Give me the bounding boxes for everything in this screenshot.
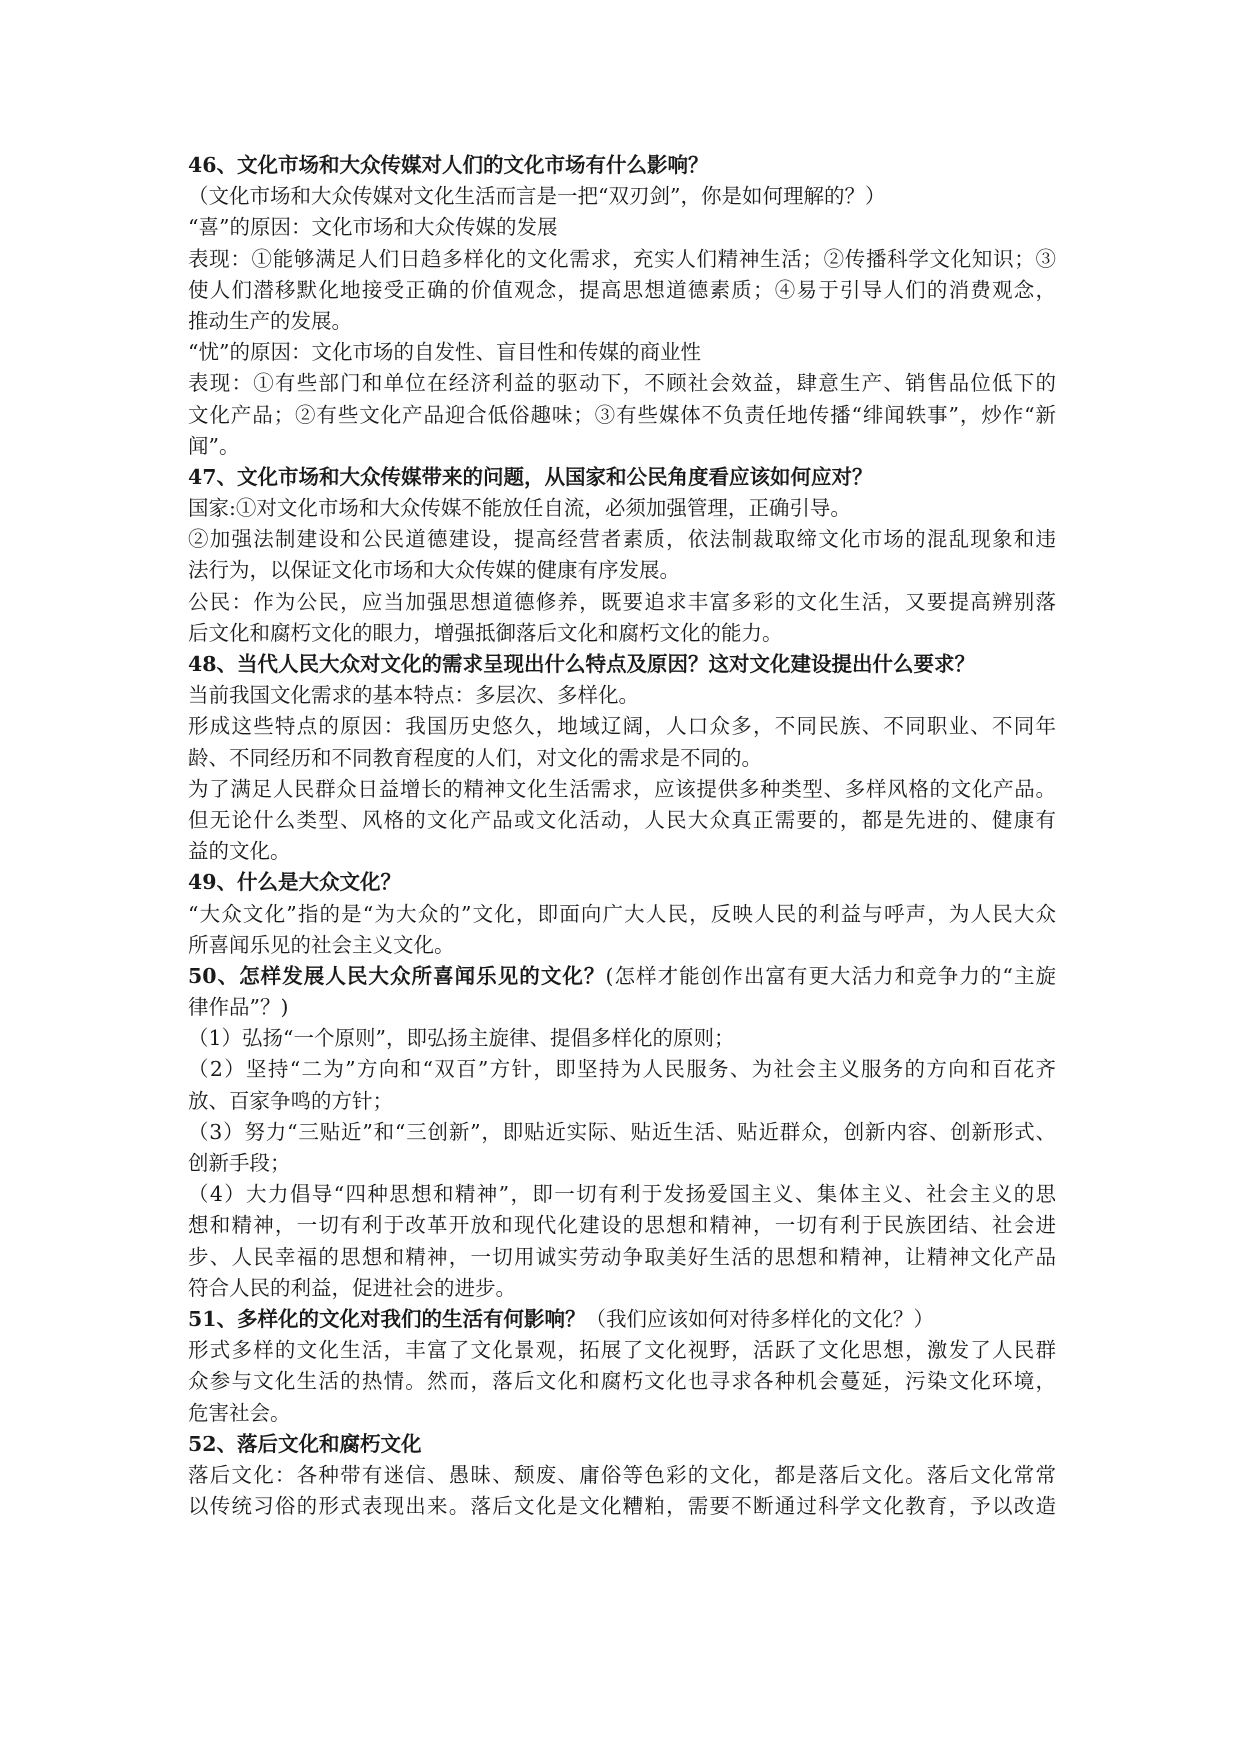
body-text-line: “忧”的原因：文化市场的自发性、盲目性和传媒的商业性 bbox=[188, 340, 701, 365]
body-text-line: “大众文化”指的是“为大众的”文化，即面向广大人民，反映人民的利益与呼声，为人民大众 bbox=[188, 901, 1056, 926]
section-heading: 46、文化市场和大众传媒对人们的文化市场有什么影响？ bbox=[188, 153, 709, 177]
body-text-line: 法行为，以保证文化市场和大众传媒的健康有序发展。 bbox=[188, 558, 680, 583]
body-text-line: 以传统习俗的形式表现出来。落后文化是文化糟粕，需要不断通过科学文化教育，予以改造 bbox=[188, 1494, 1056, 1519]
body-text-line: 想和精神，一切有利于改革开放和现代化建设的思想和精神，一切有利于民族团结、社会进 bbox=[188, 1213, 1056, 1238]
heading-note: （我们应该如何对待多样化的文化？） bbox=[585, 1306, 935, 1331]
body-text-line: 文化产品；②有些文化产品迎合低俗趣味；③有些媒体不负责任地传播“绯闻轶事”，炒作“新 bbox=[188, 402, 1056, 427]
section-heading bbox=[188, 961, 1056, 992]
heading-question: 50、怎样发展人民大众所喜闻乐见的文化？ bbox=[188, 963, 606, 988]
body-text-line: 表现：①有些部门和单位在经济利益的驱动下，不顾社会效益，肆意生产、销售品位低下的 bbox=[188, 371, 1056, 396]
section-heading: 49、什么是大众文化？ bbox=[188, 870, 402, 895]
body-text-line: 使人们潜移默化地接受正确的价值观念，提高思想道德素质；④易于引导人们的消费观念， bbox=[188, 277, 1056, 302]
section-heading: 47、文化市场和大众传媒带来的问题，从国家和公民角度看应该如何应对？ bbox=[188, 464, 873, 489]
body-text-line: ②加强法制建设和公民道德建设，提高经营者素质，依法制裁取缔文化市场的混乱现象和违 bbox=[188, 527, 1056, 552]
document-page bbox=[188, 150, 1056, 1522]
body-text-line: 推动生产的发展。 bbox=[188, 308, 352, 333]
body-text-line: （文化市场和大众传媒对文化生活而言是一把“双刃剑”，你是如何理解的？） bbox=[188, 184, 886, 209]
body-text-line: 律作品”？) bbox=[188, 995, 289, 1020]
body-text-line: 危害社会。 bbox=[188, 1400, 291, 1425]
body-text-line: 国家:①对文化市场和大众传媒不能放任自流，必须加强管理，正确引导。 bbox=[188, 496, 851, 521]
heading-question: 51、多样化的文化对我们的生活有何影响？ bbox=[188, 1306, 586, 1331]
body-text-line: 众参与文化生活的热情。然而，落后文化和腐朽文化也寻求各种机会蔓延，污染文化环境， bbox=[188, 1369, 1056, 1394]
body-text-line: （1）弘扬“一个原则”，即弘扬主旋律、提倡多样化的原则； bbox=[188, 1026, 735, 1051]
body-text-line: 步、人民幸福的思想和精神，一切用诚实劳动争取美好生活的思想和精神，让精神文化产品 bbox=[188, 1244, 1056, 1269]
body-text-line: 表现：①能够满足人们日趋多样化的文化需求，充实人们精神生活；②传播科学文化知识；③ bbox=[188, 246, 1056, 271]
body-text-line: 龄、不同经历和不同教育程度的人们，对文化的需求是不同的。 bbox=[188, 745, 762, 770]
body-text-line: （3）努力“三贴近”和“三创新”，即贴近实际、贴近生活、贴近群众，创新内容、创新形式、 bbox=[188, 1119, 1056, 1144]
section-heading: 52、落后文化和腐朽文化 bbox=[188, 1431, 422, 1456]
body-text-line: 益的文化。 bbox=[188, 839, 291, 864]
body-text-line: 形成这些特点的原因：我国历史悠久，地域辽阔，人口众多，不同民族、不同职业、不同年 bbox=[188, 714, 1056, 739]
section-heading bbox=[188, 1304, 1056, 1335]
body-text-line: （2）坚持“二为”方向和“双百”方针，即坚持为人民服务、为社会主义服务的方向和百花齐 bbox=[188, 1057, 1056, 1082]
body-text-line: 所喜闻乐见的社会主义文化。 bbox=[188, 932, 455, 957]
body-text-line: 形式多样的文化生活，丰富了文化景观，拓展了文化视野，活跃了文化思想，激发了人民群 bbox=[188, 1338, 1056, 1363]
body-text-line: 后文化和腐朽文化的眼力，增强抵御落后文化和腐朽文化的能力。 bbox=[188, 620, 783, 645]
body-text-line: 放、百家争鸣的方针； bbox=[188, 1088, 393, 1113]
body-text-line: （4）大力倡导“四种思想和精神”，即一切有利于发扬爱国主义、集体主义、社会主义的思 bbox=[188, 1182, 1056, 1207]
body-text-line: 符合人民的利益，促进社会的进步。 bbox=[188, 1275, 516, 1300]
body-text-line: 但无论什么类型、风格的文化产品或文化活动，人民大众真正需要的，都是先进的、健康有 bbox=[188, 807, 1056, 832]
body-text-line: 公民：作为公民，应当加强思想道德修养，既要追求丰富多彩的文化生活，又要提高辨别落 bbox=[188, 589, 1056, 614]
section-heading: 48、当代人民大众对文化的需求呈现出什么特点及原因？这对文化建设提出什么要求？ bbox=[188, 652, 976, 676]
heading-note: (怎样才能创作出富有更大活力和竞争力的“主旋 bbox=[605, 963, 1056, 988]
body-text-line: 闻”。 bbox=[188, 433, 240, 458]
body-text-line: “喜”的原因：文化市场和大众传媒的发展 bbox=[188, 215, 558, 240]
body-text-line: 落后文化：各种带有迷信、愚昧、颓废、庸俗等色彩的文化，都是落后文化。落后文化常常 bbox=[188, 1462, 1056, 1487]
body-text-line: 当前我国文化需求的基本特点：多层次、多样化。 bbox=[188, 683, 639, 708]
body-text-line: 为了满足人民群众日益增长的精神文化生活需求，应该提供多种类型、多样风格的文化产品。 bbox=[188, 776, 1056, 801]
body-text-line: 创新手段； bbox=[188, 1151, 291, 1175]
